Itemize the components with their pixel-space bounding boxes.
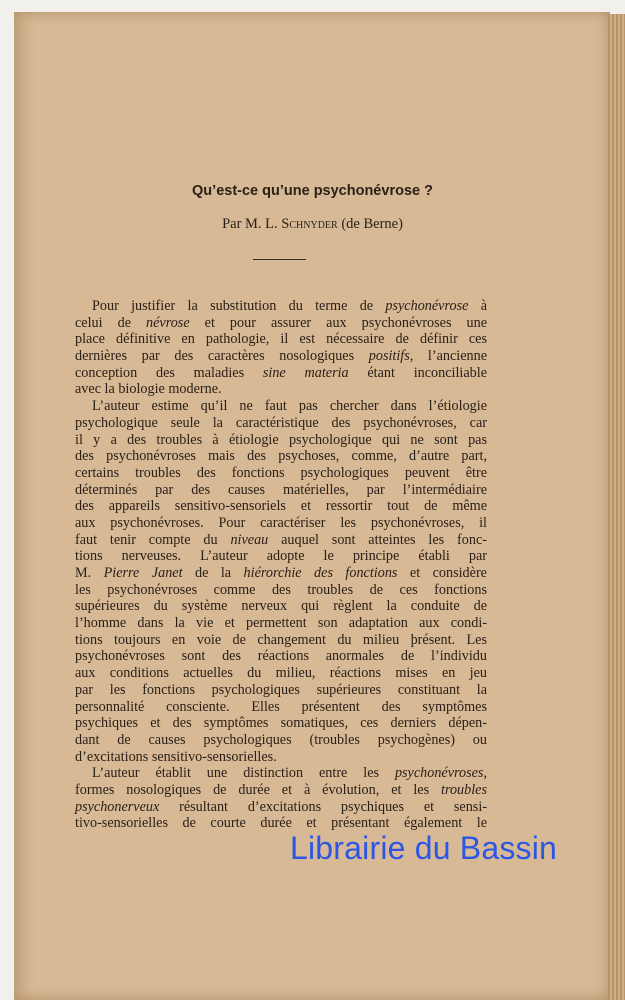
text-line [75,665,487,682]
text-line [75,381,487,398]
text-segment: tions nerveuses. L’auteur adopte le principe établi par [75,548,487,565]
text-line [75,348,487,365]
text-segment: celui de [75,314,147,331]
italic-text: hiérorchie des fonctions [243,565,398,581]
text-line [75,482,487,499]
text-line [75,632,487,649]
text-segment: aux conditions actuelles du milieu, réactions mises en jeu [75,665,487,682]
text-line [75,548,487,565]
text-line [75,749,487,766]
text-line [75,515,487,532]
text-line [75,648,487,665]
text-segment: faut tenir compte du [75,531,231,548]
text-line [75,432,487,449]
italic-text: psychonévrose [385,298,469,314]
text-line [75,465,487,482]
text-segment: l’homme dans la vie et permettent son adaptation aux condi- [75,615,487,632]
text-segment: auquel sont atteintes les fonc- [268,531,487,548]
text-segment: Pour justifier la substitution du terme de [92,298,386,314]
text-segment: psychiques et des symptômes somatiques, ces derniers dépen- [75,715,487,732]
italic-text: névrose [146,314,190,331]
text-segment: tions toujours en voie de changement du milieu þrésent. Les [75,631,487,648]
text-line [75,582,487,599]
byline-prefix: Par M. L. [222,216,282,232]
text-segment: des appareils sensitivo-sensoriels et ressortir tout de même [75,498,487,515]
watermark-logo: Librairie du Bassin [290,830,558,866]
text-segment: psychonévroses sont des réactions anormales de l’individu [75,648,487,665]
text-segment: L’auteur établit une distinction entre les [92,765,395,782]
byline-author: Schnyder [281,216,338,232]
text-segment: dant de causes psychologiques (troubles psychogènes) ou [75,731,487,748]
text-line [75,365,487,382]
italic-text: Pierre Janet [103,565,183,581]
byline-suffix: (de Berne) [337,216,403,232]
text-line [75,398,487,415]
text-segment: par les fonctions psychologiques supérieures constituant la [75,681,487,698]
text-segment: aux psychonévroses. Pour caractériser les psychonévroses, il [75,514,487,531]
text-segment: dernières par des caractères nosologiques [75,348,369,365]
text-line [75,699,487,716]
text-segment: et pour assurer aux psychonévroses une [189,314,487,331]
text-segment: conception des maladies [75,364,263,381]
text-line [75,315,487,332]
italic-text: psychonerveux [75,798,160,815]
text-segment: des psychonévroses mais des psychoses, comme, d’autre part, [75,448,487,465]
text-segment: avec la biologie moderne. [75,381,222,398]
text-segment: déterminés par des causes matérielles, par l’intermédiaire [75,481,487,498]
text-line [75,331,487,348]
text-segment: étant inconciliable [348,364,487,381]
text-segment: M. [75,565,104,581]
text-segment: tivo-sensorielles de courte durée et présentant également le [75,815,487,832]
text-line [75,415,487,432]
text-segment: de la [182,565,244,581]
text-segment: , [483,765,487,782]
text-line [75,799,487,816]
article-byline [0,216,625,233]
text-segment: formes nosologiques de durée et à évolution, et les [75,781,442,798]
text-line [75,765,487,782]
text-line [75,715,487,732]
text-segment: d’excitations sensitivo-sensorielles. [75,748,277,765]
text-segment: certains troubles des fonctions psychologiques peuvent être [75,464,487,481]
italic-text: psychonévroses [394,765,484,782]
text-segment: et considère [397,565,487,581]
text-line [75,298,487,315]
page-edges [608,14,625,1000]
text-line [75,732,487,749]
text-line [75,782,487,799]
text-line [75,682,487,699]
text-segment: il y a des troubles à étiologie psychologique qui ne sont pas [75,431,487,448]
text-segment: psychologique seule la caractéristique des psychonévroses, car [75,414,487,431]
text-segment: supérieures du système nerveux qui règlent la conduite de [75,598,487,615]
article-title: Qu’est-ce qu’une psychonévrose ? [192,183,433,199]
text-segment: les psychonévroses comme des troubles de ces fonctions [75,581,487,598]
text-segment: à [468,298,487,314]
article-body [75,298,487,832]
text-line [75,598,487,615]
text-line [75,448,487,465]
text-line [75,615,487,632]
text-segment: résultant d’excitations psychiques et sensi- [159,798,487,815]
text-segment: , l’ancienne [409,348,488,365]
text-segment: place définitive en pathologie, il est nécessaire de définir ces [75,331,487,348]
text-line [75,498,487,515]
italic-text: sine materia [262,364,349,381]
italic-text: troubles [441,781,487,798]
title-divider [253,259,306,260]
text-line [75,532,487,549]
text-segment: personnalité consciente. Elles présentent des symptômes [75,698,487,715]
italic-text: positifs [368,348,410,365]
text-line [75,565,487,582]
text-segment: L’auteur estime qu’il ne faut pas chercher dans l’étiologie [92,398,487,415]
italic-text: niveau [230,531,269,548]
